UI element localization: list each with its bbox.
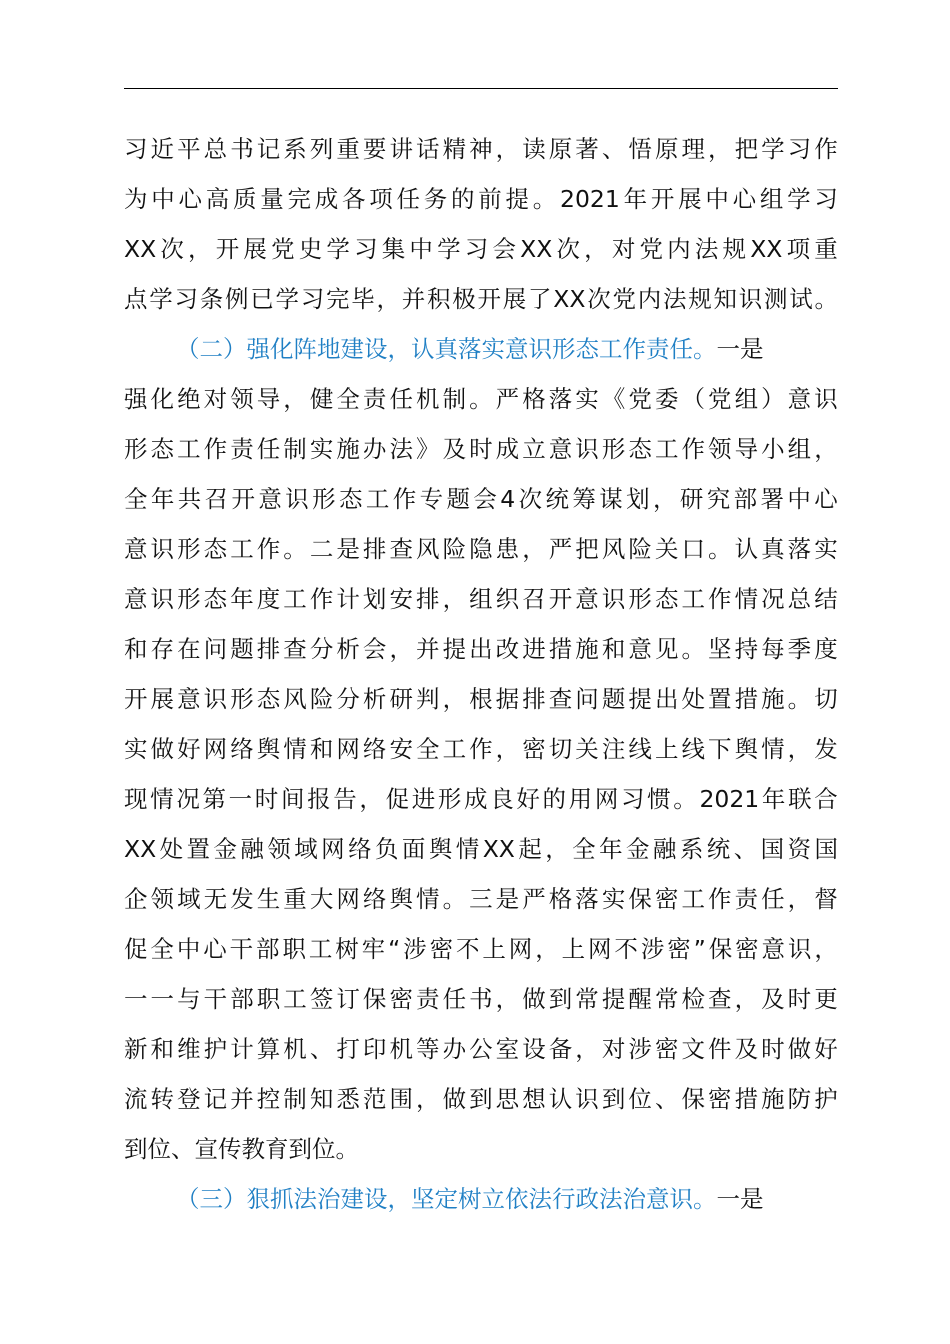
line-text: 和 存 在 问 题 排 查 分 析 会 ， 并 提 出 改 进 措 施 和 意 见 。 坚 持 每 季 度: [124, 635, 838, 663]
line-text: 意 识 形 态 工 作 。 二 是 排 查 风 险 隐 患 ， 严 把 风 险 关 口 。 认 真 落 实: [124, 535, 838, 563]
text-line: [124, 174, 838, 224]
line-text: 点 学 习 条 例 已 学 习 完 毕 ， 并 积 极 开 展 了 XX 次 党 内 法 规 知 识 测 试 。: [124, 285, 838, 313]
text-line: [124, 974, 838, 1024]
line-text: XX 次 ， 开 展 党 史 学 习 集 中 学 习 会 XX 次 ， 对 党 内 法 规 XX 项 重: [124, 235, 838, 263]
header-rule: [124, 88, 838, 89]
line-text: 一 一 与 干 部 职 工 签 订 保 密 责 任 书 ， 做 到 常 提 醒 常 检 查 ， 及 时 更: [124, 985, 838, 1013]
section-two-heading-line: [124, 324, 838, 374]
text-line: [124, 424, 838, 474]
text-line: [124, 924, 838, 974]
line-text: 习 近 平 总 书 记 系 列 重 要 讲 话 精 神 ， 读 原 著 、 悟 原 理 ， 把 学 习 作: [124, 135, 838, 163]
line-text: 新 和 维 护 计 算 机 、 打 印 机 等 办 公 室 设 备 ， 对 涉 密 文 件 及 时 做 好: [124, 1035, 838, 1063]
line-text: 现 情 况 第 一 时 间 报 告 ， 促 进 形 成 良 好 的 用 网 习 惯 。 2021 年 联 合: [124, 785, 838, 813]
text-line: [124, 574, 838, 624]
text-line: [124, 1124, 838, 1174]
text-line: [124, 624, 838, 674]
text-line: [124, 224, 838, 274]
section-three-lead-in: 一是: [716, 1185, 764, 1213]
line-text: 企 领 域 无 发 生 重 大 网 络 舆 情 。 三 是 严 格 落 实 保 密 工 作 责 任 ， 督: [124, 885, 838, 913]
section-two-heading: （二）强化阵地建设，认真落实意识形态工作责任。: [176, 335, 717, 363]
line-text: 流 转 登 记 并 控 制 知 悉 范 围 ， 做 到 思 想 认 识 到 位 、 保 密 措 施 防 护: [124, 1085, 838, 1113]
paragraph-section-two: [124, 324, 838, 1174]
text-line: [124, 774, 838, 824]
document-body: [124, 124, 838, 1224]
line-text: 全 年 共 召 开 意 识 形 态 工 作 专 题 会 4 次 统 筹 谋 划 ， 研 究 部 署 中 心: [124, 485, 838, 513]
paragraph-study-tail: [124, 124, 838, 324]
line-text: 实 做 好 网 络 舆 情 和 网 络 安 全 工 作 ， 密 切 关 注 线 上 线 下 舆 情 ， 发: [124, 735, 838, 763]
line-text: 到位、宣传教育到位。: [124, 1135, 359, 1163]
text-line: [124, 524, 838, 574]
section-three-heading: （三）狠抓法治建设，坚定树立依法行政法治意识。: [176, 1185, 717, 1213]
paragraph-section-three: [124, 1174, 838, 1224]
text-line: [124, 1024, 838, 1074]
section-two-lead-in: 一是: [716, 335, 764, 363]
line-text: 意 识 形 态 年 度 工 作 计 划 安 排 ， 组 织 召 开 意 识 形 态 工 作 情 况 总 结: [124, 585, 838, 613]
line-text: 为 中 心 高 质 量 完 成 各 项 任 务 的 前 提 。 2021 年 开 展 中 心 组 学 习: [124, 185, 838, 213]
line-text: 开 展 意 识 形 态 风 险 分 析 研 判 ， 根 据 排 查 问 题 提 出 处 置 措 施 。 切: [124, 685, 838, 713]
text-line: [124, 674, 838, 724]
text-line: [124, 824, 838, 874]
text-line: [124, 124, 838, 174]
line-text: 形 态 工 作 责 任 制 实 施 办 法 》 及 时 成 立 意 识 形 态 工 作 领 导 小 组 ，: [124, 435, 838, 463]
text-line: [124, 874, 838, 924]
text-line: [124, 474, 838, 524]
text-line: [124, 374, 838, 424]
line-text: XX 处 置 金 融 领 域 网 络 负 面 舆 情 XX 起 ， 全 年 金 融 系 统 、 国 资 国: [124, 835, 838, 863]
line-text: 促 全 中 心 干 部 职 工 树 牢 “ 涉 密 不 上 网 ， 上 网 不 涉 密 ” 保 密 意 识 ，: [124, 935, 838, 963]
text-line: [124, 1074, 838, 1124]
text-line: [124, 274, 838, 324]
text-line: [124, 724, 838, 774]
section-three-heading-line: [124, 1174, 838, 1224]
line-text: 强 化 绝 对 领 导 ， 健 全 责 任 机 制 。 严 格 落 实 《 党 委 （ 党 组 ） 意 识: [124, 385, 838, 413]
